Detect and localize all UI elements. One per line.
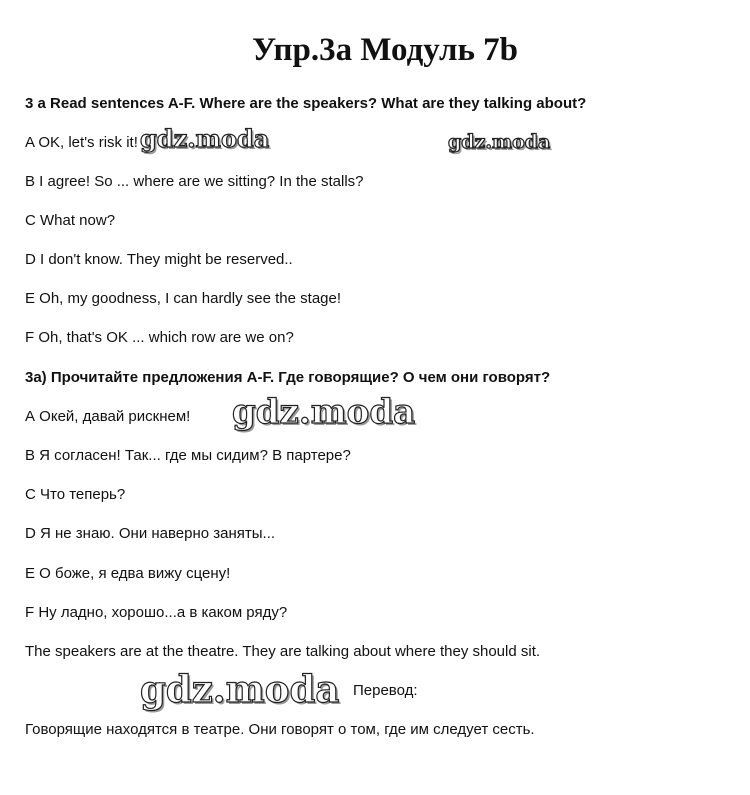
sentence-a-russian: А Окей, давай рискнем!: [25, 408, 191, 425]
sentence-e-russian: Е О боже, я едва вижу сцену!: [25, 565, 231, 582]
sentence-c-english: C What now?: [25, 212, 116, 229]
answer-russian: Говорящие находятся в театре. Они говорят о том, где им следует сесть.: [25, 721, 535, 738]
sentence-b-russian: В Я согласен! Так... где мы сидим? В партере?: [25, 447, 351, 464]
watermark-logo: gdz.moda: [232, 392, 416, 432]
watermark-logo: gdz.moda: [448, 131, 551, 153]
sentence-d-english: D I don't know. They might be reserved..: [25, 251, 293, 268]
sentence-a-english: A OK, let's risk it!: [25, 134, 138, 151]
sentence-e-english: E Oh, my goodness, I can hardly see the stage!: [25, 290, 342, 307]
exercise-heading-russian: 3а) Прочитайте предложения A-F. Где говорящие? О чем они говорят?: [25, 369, 551, 386]
watermark-logo: gdz.moda: [140, 667, 340, 711]
sentence-d-russian: D Я не знаю. Они наверно заняты...: [25, 525, 276, 542]
watermark-logo: gdz.moda: [140, 124, 270, 153]
page-title: Упр.3а Модуль 7b: [251, 32, 519, 68]
sentence-b-english: B I agree! So ... where are we sitting? In the stalls?: [25, 173, 364, 190]
exercise-heading-english: 3 a Read sentences A-F. Where are the speakers? What are they talking about?: [25, 95, 587, 112]
sentence-f-russian: F Ну ладно, хорошо...а в каком ряду?: [25, 604, 288, 621]
translation-label: Перевод:: [353, 682, 418, 699]
sentence-c-russian: С Что теперь?: [25, 486, 126, 503]
sentence-f-english: F Oh, that's OK ... which row are we on?: [25, 329, 294, 346]
answer-english: The speakers are at the theatre. They are talking about where they should sit.: [25, 643, 541, 660]
